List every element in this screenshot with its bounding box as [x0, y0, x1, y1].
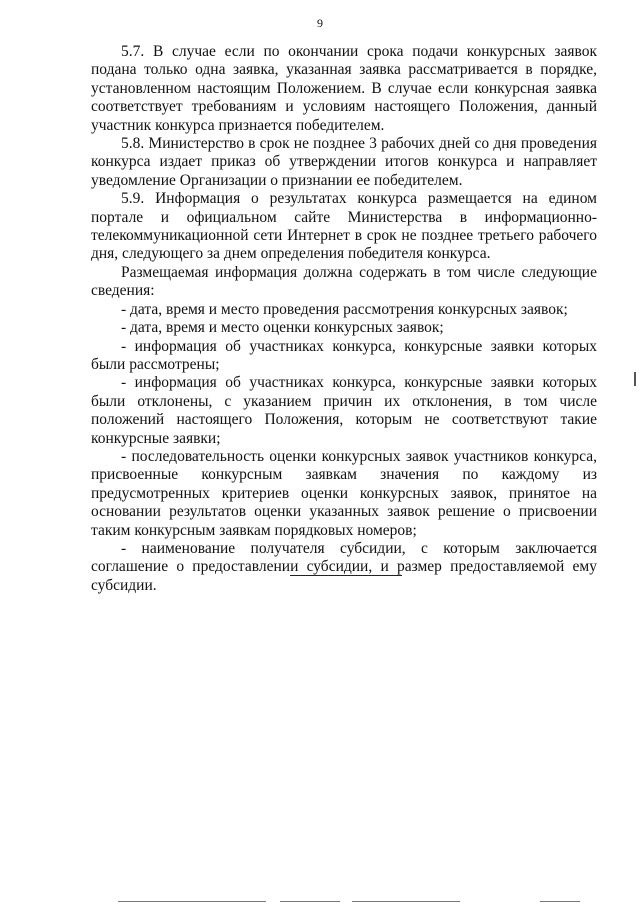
list-item-review-date: - дата, время и место проведения рассмотрения конкурсных заявок; [121, 300, 568, 318]
end-divider [290, 575, 402, 576]
paragraph-5-7: 5.7. В случае если по окончании срока подачи конкурсных заявок подана только одна заявка, указанная заявка рассматривается в порядке, установленном настоящим Положением. В случае если конкурсная заявка соответствует требованиям и условиям настоящего Положения, данный участник конкурса признается победителем. [91, 43, 597, 134]
list-item-evaluation-sequence: - последовательность оценки конкурсных заявок участников конкурса, присвоенные конкурсным заявкам значения по каждому из предусмотренных критериев оценки конкурсных заявок, принятое на основании результатов оценки указанных заявок решение о присвоении таким конкурсным заявкам порядковых номеров; [91, 447, 597, 539]
list-item-evaluation-date: - дата, время и место оценки конкурсных заявок; [121, 319, 444, 337]
list-item-reviewed-participants: - информация об участниках конкурса, конкурсные заявки которых были рассмотрены; [91, 337, 597, 373]
paragraph-info-intro: Размещаемая информация должна содержать в том числе следующие сведения: [91, 263, 597, 300]
list-item-subsidy-recipient: - наименование получателя субсидии, с которым заключается соглашение о предоставлении субсидии, и размер предоставляемой ему субсидии. [91, 539, 597, 594]
scan-bottom-line [540, 901, 580, 902]
list-item-rejected-participants: - информация об участниках конкурса, конкурсные заявки которых были отклонены, с указанием причин их отклонения, в том числе положений настоящего Положения, которым не соответствуют такие конкурсные заявки; [91, 374, 597, 447]
paragraph-5-8: 5.8. Министерство в срок не позднее 3 рабочих дней со дня проведения конкурса издает приказ об утверждении итогов конкурса и направляет уведомление Организации о признании ее победителем. [91, 135, 597, 189]
page-number: 9 [317, 16, 323, 30]
document-body [91, 43, 597, 595]
scan-bottom-line [352, 901, 460, 902]
scan-bottom-line [280, 901, 340, 902]
paragraph-5-9: 5.9. Информация о результатах конкурса размещается на едином портале и официальном сайте Министерства в информационно-телекоммуникационной сети Интернет в срок не позднее третьего рабочего дня, следующего за днем определения победителя конкурса. [91, 190, 597, 263]
scan-bottom-line [118, 901, 266, 902]
scan-edge-mark [634, 372, 636, 386]
